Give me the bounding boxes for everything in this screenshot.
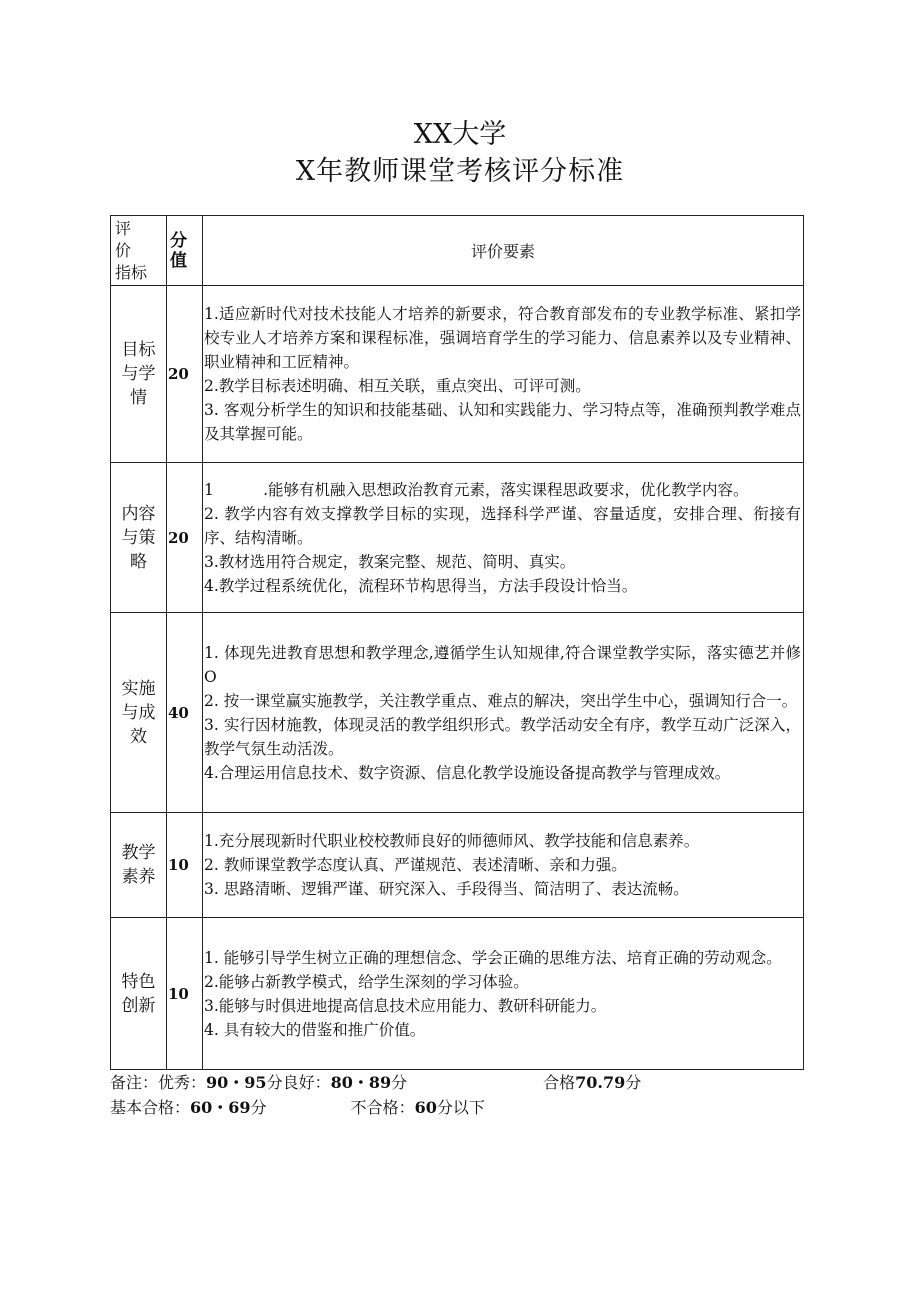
- score-cell: 20: [167, 463, 203, 613]
- indicator-cell: 内容与策略: [111, 463, 167, 613]
- notes-line-1: 备注：优秀：90・95分良好：80・89分 合格70.79分: [110, 1073, 642, 1092]
- table-header-row: [111, 216, 804, 286]
- element-item: 2. 教师课堂教学态度认真、严谨规范、表述清晰、亲和力强。: [204, 856, 627, 874]
- table-row: [111, 813, 804, 918]
- indicator-cell: 实施与成效: [111, 613, 167, 813]
- table-row: [111, 286, 804, 463]
- elements-cell: [203, 286, 804, 463]
- element-item: 1.适应新时代对技术技能人才培养的新要求，符合教育部发布的专业教学标准、紧扣学校专业人才培养方案和课程标准，强调培育学生的学习能力、信息素养以及专业精神、职业精神和工匠精神。: [204, 305, 801, 371]
- element-item: 1. 体现先进教育思想和教学理念,遵循学生认知规律,符合课堂教学实际，落实德艺并修O: [204, 643, 801, 686]
- element-item: 3.能够与时俱进地提高信息技术应用能力、教研科研能力。: [204, 996, 607, 1015]
- elements-cell: [203, 918, 804, 1070]
- notes-line-2: 基本合格：60・69分 不合格：60分以下: [110, 1098, 485, 1117]
- university-name: XX大学: [413, 119, 507, 150]
- table-row: [111, 918, 804, 1070]
- element-item: 4.教学过程系统优化，流程环节构思得当，方法手段设计恰当。: [204, 576, 638, 595]
- elements-cell: [203, 813, 804, 918]
- element-item: 3. 思路清晰、逻辑严谨、研究深入、手段得当、简洁明了、表达流畅。: [204, 880, 689, 898]
- score-cell: 20: [167, 286, 203, 463]
- element-item: 2.能够占新教学模式，给学生深刻的学习体验。: [204, 972, 529, 991]
- element-item: 3.教材选用符合规定，教案完整、规范、简明、真实。: [204, 552, 576, 571]
- scoring-table: [110, 215, 804, 1070]
- header-elements: 评价要素: [203, 216, 804, 286]
- element-item: 2. 教学内容有效支撑教学目标的实现，选择科学严谨、容量适度，安排合理、衔接有序、结构清晰。: [204, 504, 801, 547]
- score-cell: 10: [167, 813, 203, 918]
- table-row: [111, 613, 804, 813]
- elements-cell: [203, 613, 804, 813]
- element-item: 3. 实行因材施教，体现灵活的教学组织形式。教学活动安全有序，教学互动广泛深入，教学气氛生动活泼。: [204, 715, 801, 758]
- element-item: 3. 客观分析学生的知识和技能基础、认知和实践能力、学习特点等，准确预判教学难点及其掌握可能。: [204, 401, 801, 443]
- element-item: 1 .能够有机融入思想政治教育元素，落实课程思政要求，优化教学内容。: [204, 480, 749, 499]
- element-item: 4.合理运用信息技术、数字资源、信息化教学设施设备提高教学与管理成效。: [204, 763, 731, 782]
- header-indicator: 评价 指标: [111, 216, 167, 286]
- table-row: [111, 463, 804, 613]
- indicator-cell: 教学素养: [111, 813, 167, 918]
- element-item: 2.教学目标表述明确、相互关联，重点突出、可评可测。: [204, 377, 591, 395]
- element-item: 4. 具有较大的借鉴和推广价值。: [204, 1020, 426, 1039]
- page-title: X年教师课堂考核评分标准: [295, 156, 625, 187]
- element-item: 2. 按一课堂赢实施教学，关注教学重点、难点的解决，突出学生中心，强调知行合一。: [204, 691, 798, 710]
- indicator-cell: 特色创新: [111, 918, 167, 1070]
- element-item: 1.充分展现新时代职业校校教师良好的师德师风、教学技能和信息素养。: [204, 832, 700, 850]
- element-item: 1. 能够引导学生树立正确的理想信念、学会正确的思维方法、培育正确的劳动观念。: [204, 948, 782, 967]
- score-cell: 40: [167, 613, 203, 813]
- indicator-cell: 目标与学情: [111, 286, 167, 463]
- header-score: 分 值: [167, 216, 203, 286]
- elements-cell: [203, 463, 804, 613]
- score-cell: 10: [167, 918, 203, 1070]
